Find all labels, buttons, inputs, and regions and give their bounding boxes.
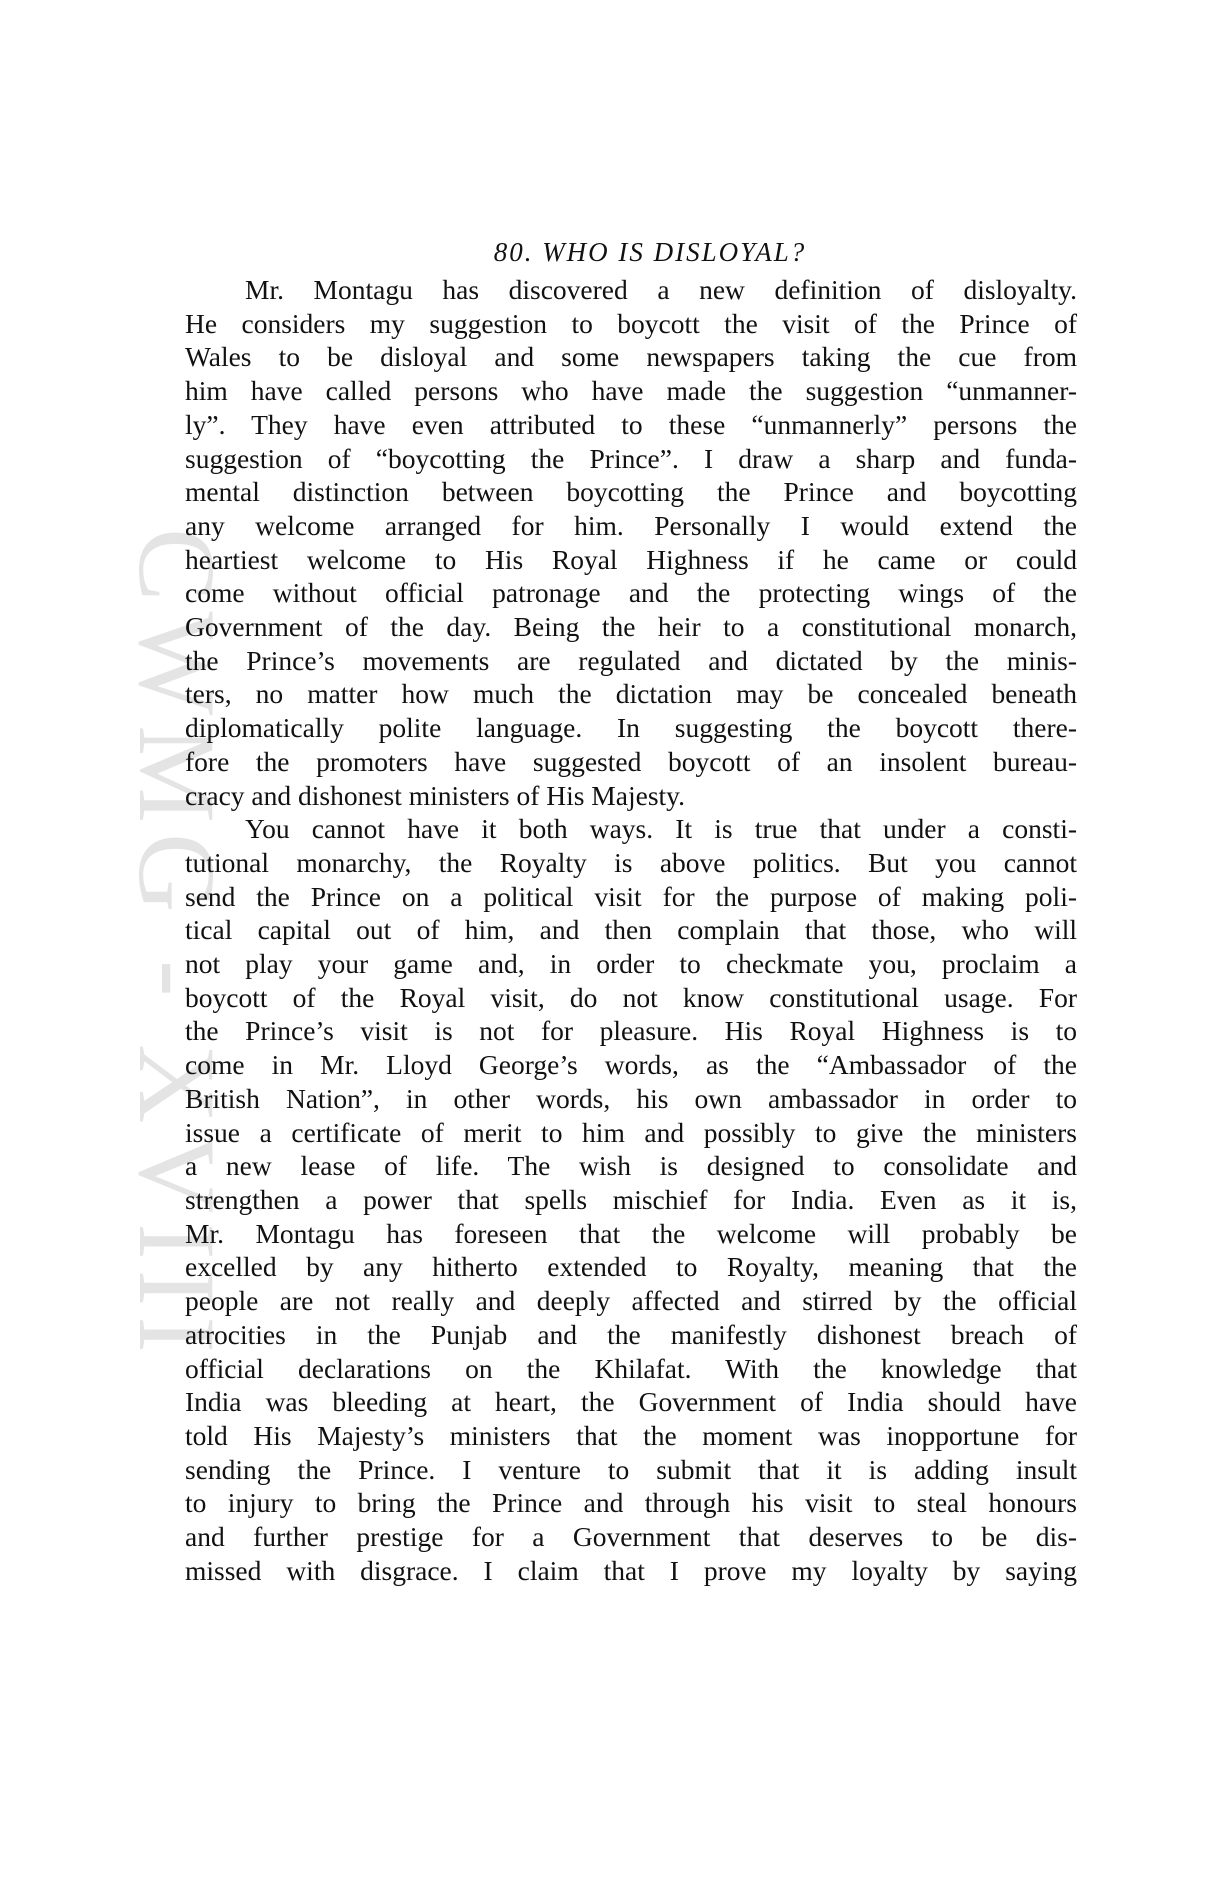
text-line: people are not really and deeply affected and stirred by the official bbox=[185, 1285, 1077, 1317]
text-line: come in Mr. Lloyd George’s words, as the “Ambassador of the bbox=[185, 1049, 1077, 1081]
text-line: told His Majesty’s ministers that the moment was inopportune for bbox=[185, 1419, 1077, 1451]
page-title: 80. WHO IS DISLOYAL? bbox=[493, 237, 807, 267]
text-line: ters, no matter how much the dictation may be concealed beneath bbox=[185, 678, 1077, 710]
text-line: heartiest welcome to His Royal Highness if he came or could bbox=[185, 543, 1077, 575]
paragraph-1 bbox=[185, 273, 1077, 812]
text-line: tical capital out of him, and then complain that those, who will bbox=[185, 914, 1077, 946]
text-line: cracy and dishonest ministers of His Majesty. bbox=[185, 779, 685, 811]
text-line: sending the Prince. I venture to submit that it is adding insult bbox=[185, 1453, 1077, 1485]
text-line: British Nation”, in other words, his own ambassador in order to bbox=[185, 1082, 1077, 1114]
text-line: India was bleeding at heart, the Government of India should have bbox=[185, 1386, 1077, 1418]
text-line: not play your game and, in order to checkmate you, proclaim a bbox=[185, 948, 1077, 980]
text-line: ly”. They have even attributed to these “unmannerly” persons the bbox=[185, 408, 1077, 440]
text-line: You cannot have it both ways. It is true that under a consti- bbox=[245, 813, 1077, 845]
text-line: come without official patronage and the protecting wings of the bbox=[185, 577, 1077, 609]
text-line: excelled by any hitherto extended to Royalty, meaning that the bbox=[185, 1251, 1077, 1283]
text-line: missed with disgrace. I claim that I prove my loyalty by saying bbox=[185, 1554, 1077, 1586]
text-line: tutional monarchy, the Royalty is above politics. But you cannot bbox=[185, 846, 1077, 878]
text-line: a new lease of life. The wish is designed to consolidate and bbox=[185, 1150, 1077, 1182]
text-line: any welcome arranged for him. Personally I would extend the bbox=[185, 509, 1077, 541]
text-line: Mr. Montagu has foreseen that the welcome will probably be bbox=[185, 1217, 1077, 1249]
text-line: the Prince’s movements are regulated and dictated by the minis- bbox=[185, 644, 1077, 676]
text-line: diplomatically polite language. In suggesting the boycott there- bbox=[185, 712, 1077, 744]
text-line: Mr. Montagu has discovered a new definition of disloyalty. bbox=[245, 274, 1077, 305]
text-line: atrocities in the Punjab and the manifestly dishonest breach of bbox=[185, 1318, 1077, 1350]
watermark-text: CWMG - XVIII bbox=[115, 527, 238, 1363]
text-line: He considers my suggestion to boycott the visit of the Prince of bbox=[185, 307, 1077, 339]
text-line: to injury to bring the Prince and through his visit to steal honours bbox=[185, 1487, 1077, 1519]
text-line: Wales to be disloyal and some newspapers taking the cue from bbox=[185, 341, 1077, 373]
text-line: mental distinction between boycotting the Prince and boycotting bbox=[185, 476, 1077, 508]
text-line: strengthen a power that spells mischief for India. Even as it is, bbox=[185, 1183, 1077, 1215]
text-line: boycott of the Royal visit, do not know constitutional usage. For bbox=[185, 981, 1077, 1013]
text-line: Government of the day. Being the heir to a constitutional monarch, bbox=[185, 611, 1077, 643]
paragraph-2 bbox=[185, 812, 1077, 1587]
text-line: issue a certificate of merit to him and possibly to give the ministers bbox=[185, 1116, 1077, 1148]
text-line: suggestion of “boycotting the Prince”. I draw a sharp and funda- bbox=[185, 442, 1077, 474]
text-line: send the Prince on a political visit for the purpose of making poli- bbox=[185, 880, 1077, 912]
text-line: the Prince’s visit is not for pleasure. His Royal Highness is to bbox=[185, 1015, 1077, 1047]
text-line: and further prestige for a Government that deserves to be dis- bbox=[185, 1521, 1077, 1553]
text-line: him have called persons who have made the suggestion “unmanner- bbox=[185, 375, 1077, 407]
text-line: official declarations on the Khilafat. With the knowledge that bbox=[185, 1352, 1077, 1384]
text-line: fore the promoters have suggested boycott of an insolent bureau- bbox=[185, 745, 1077, 777]
page-body bbox=[185, 235, 1077, 1587]
